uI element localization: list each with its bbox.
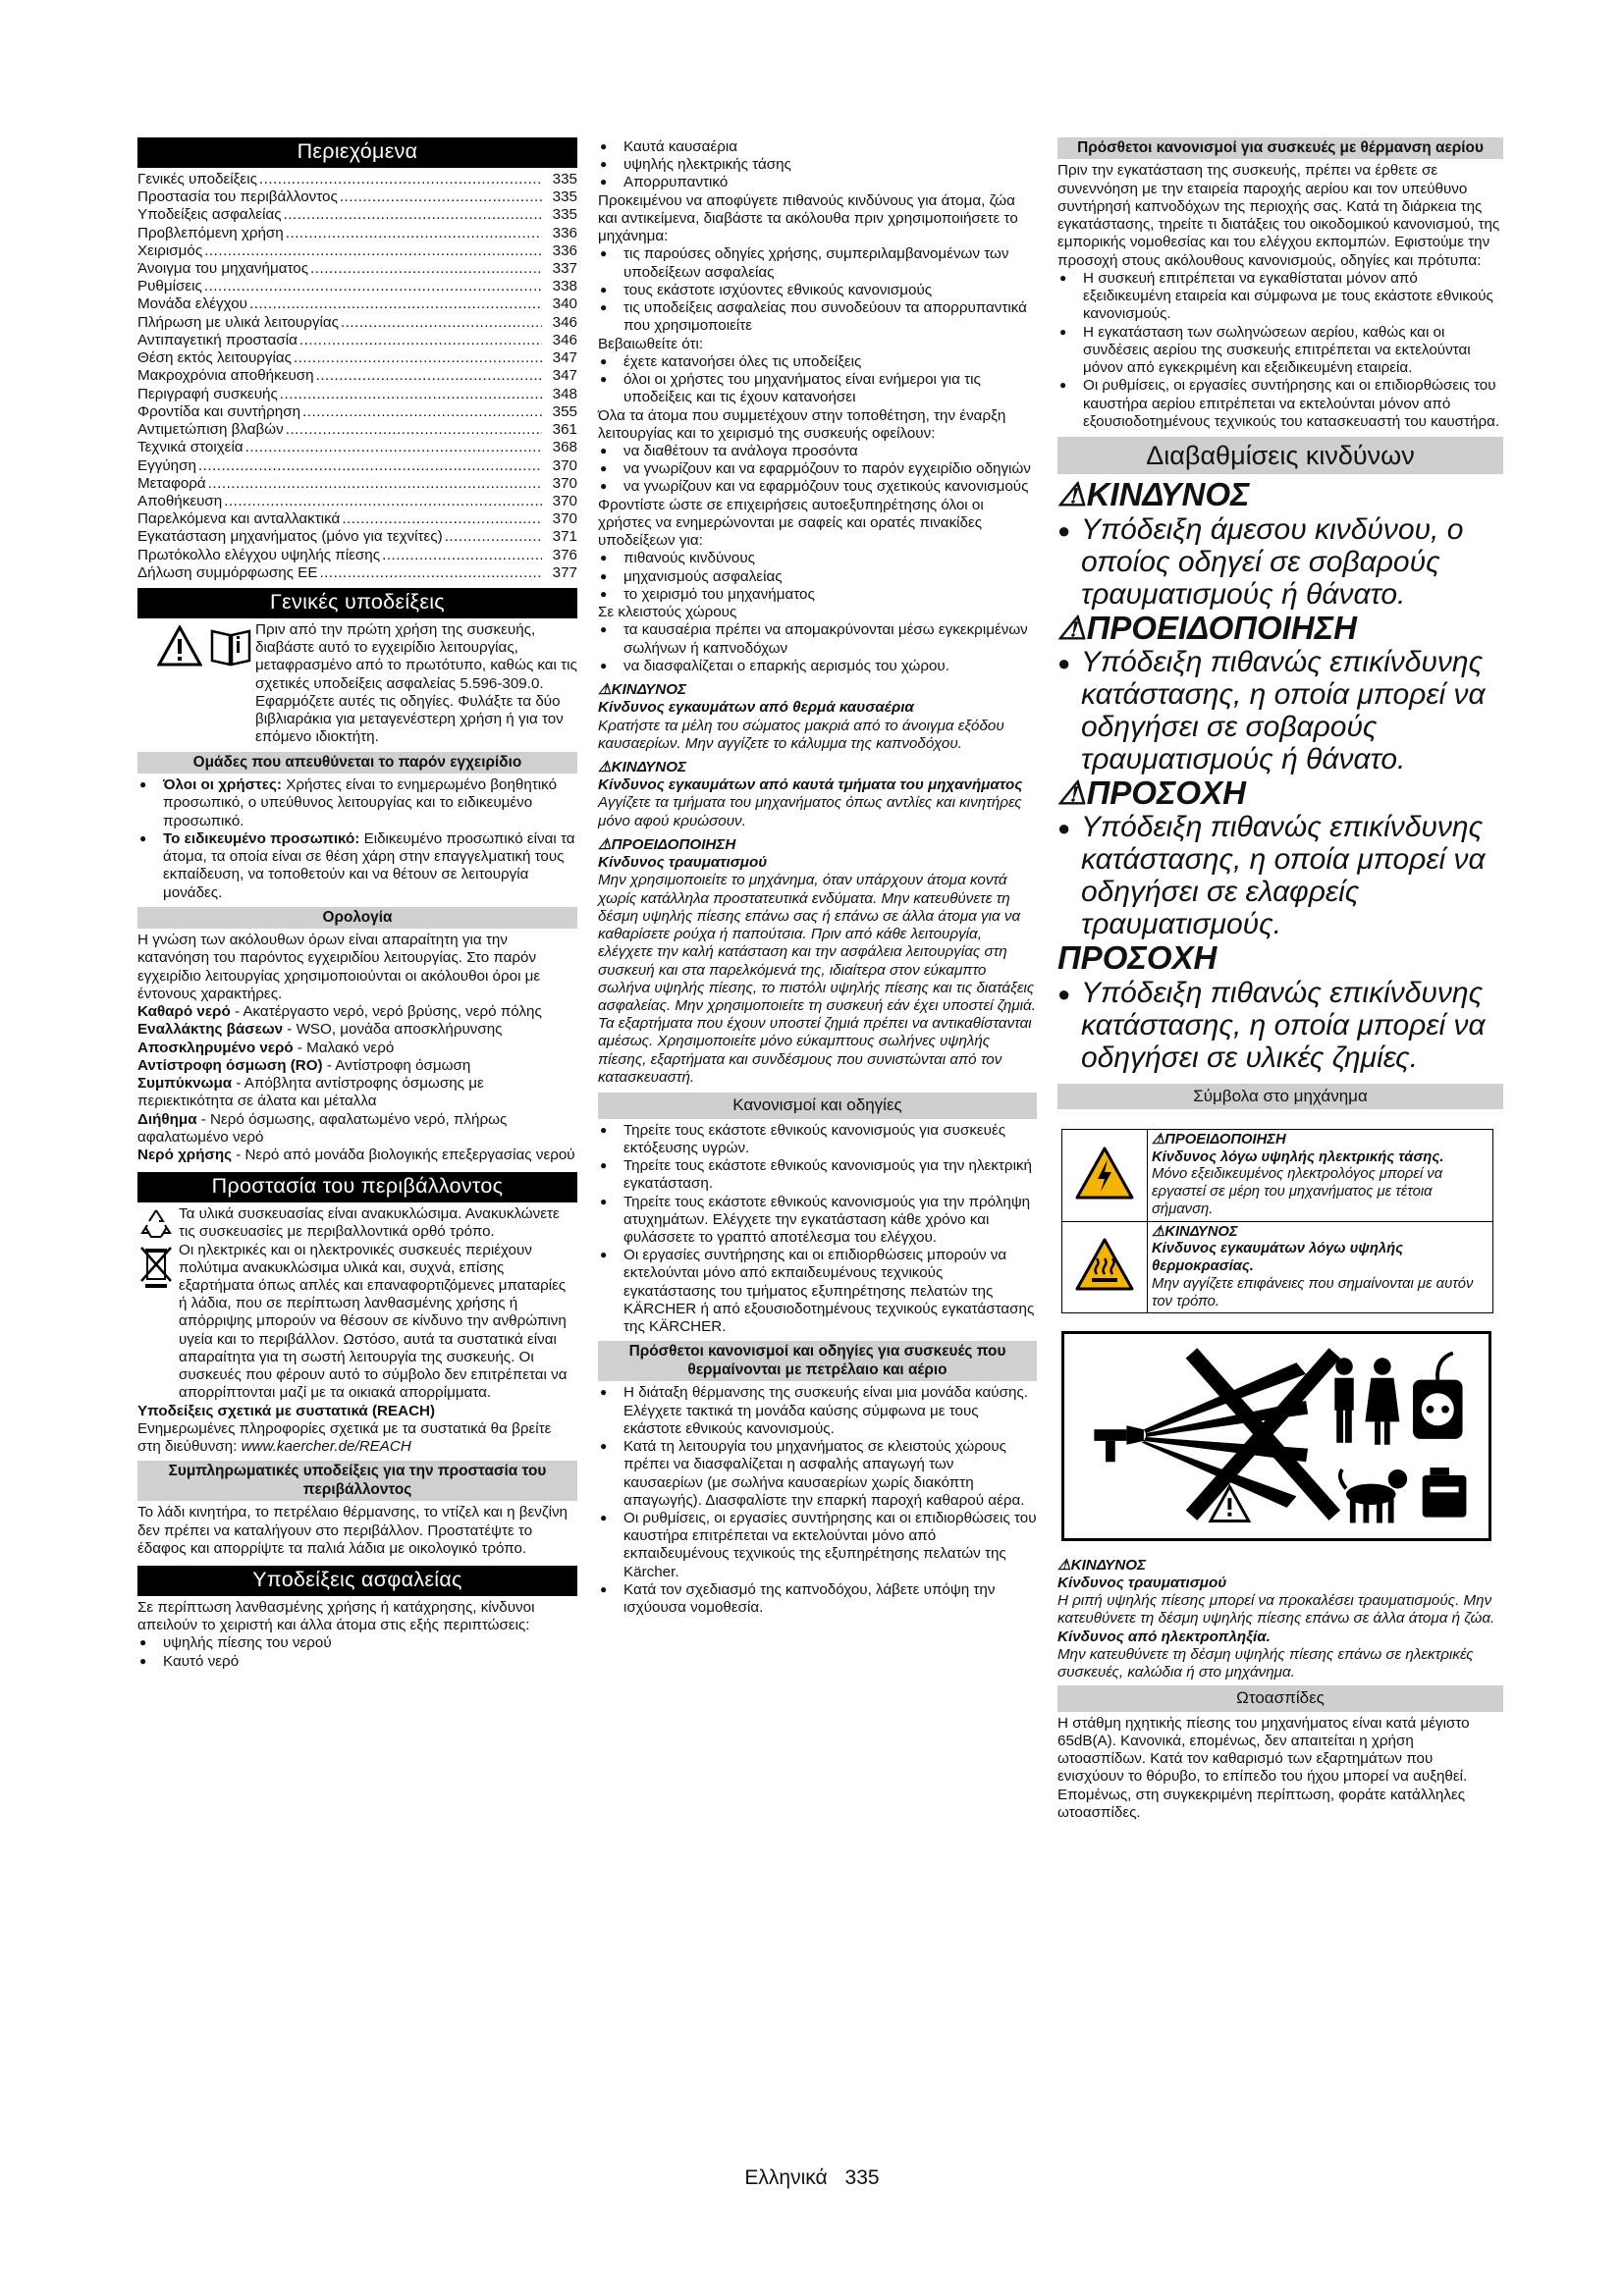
list-item: ● πιθανούς κινδύνους <box>598 550 1037 567</box>
terms-list <box>137 1003 577 1164</box>
warning-text: Μην χρησιμοποιείτε το μηχάνημα, όταν υπάρχουν άτομα κοντά χωρίς κατάλληλα προστατευτικά ενδύματα. Μην κατευθύνετε τη δέσμη υψηλής πίεσης επάνω σας ή επάνω σε άλλα άτομα για να καθαρίσετε ρούχα ή παπούτσια. Πριν από κάθε λειτουργία, ελέγχετε την καλή κατάσταση και την ασφάλεια λειτουργίας στη συσκευή και στα παρελκόμενά της, ιδιαίτερα στον εύκαμπτο σωλήνα υψηλής πίεσης, το πιστόλι υψηλής πίεσης και τις διατάξεις ασφαλείας. Μην χρησιμοποιείτε τη συσκευή εάν έχει υποστεί ζημιά. Τα εξαρτήματα που έχουν υποστεί ζημιά πρέπει να αντικαθίστανται αμέσως. Χρησιμοποιείτε μόνο εύκαμπτους σωλήνες υψηλής πίεσης, εξαρτήματα και συνδέσμους που συνιστώνται από τον κατασκευαστή. <box>598 872 1036 1086</box>
symbols-table <box>1061 1129 1493 1314</box>
toc-leader-dots <box>284 206 542 224</box>
warning-block <box>598 759 1037 830</box>
toc-entry-label: Τεχνικά στοιχεία <box>137 439 244 456</box>
toc-leader-dots <box>382 547 542 564</box>
term-text: Ειδικευμένο προσωπικό είναι τα άτομα, τα οποία είναι σε θέση χάρη στην επαγγελματική τους εκπαίδευση, να τοποθετούν και να θέτουν σε λειτουργία μονάδες. <box>163 829 575 901</box>
toc-entry-page: 361 <box>552 421 577 439</box>
env-extra-text: Το λάδι κινητήρα, το πετρέλαιο θέρμανσης, το ντίζελ και η βενζίνη δεν πρέπει να καταλήγουν στο περιβάλλον. Προστατέψτε το έδαφος και απορρίψτε τα παλιά λάδια με οικολογικό τρόπο. <box>137 1504 568 1557</box>
list-item: ● Τηρείτε τους εκάστοτε εθνικούς κανονισμούς για την ηλεκτρική εγκατάσταση. <box>598 1157 1037 1193</box>
toc-entry-label: Άνοιγμα του μηχανήματος <box>137 259 309 277</box>
toc-entry-page: 336 <box>552 224 577 241</box>
hazard-level-text: ● Υπόδειξη πιθανώς επικίνδυνης κατάστασης, η οποία μπορεί να οδηγήσει σε υλικές ζημίες. <box>1057 977 1503 1074</box>
manual-book-icon <box>208 625 253 667</box>
toc-entry-page: 337 <box>552 259 577 277</box>
toc-entry-page: 335 <box>552 206 577 224</box>
hazard-level-text: ● Υπόδειξη άμεσου κινδύνου, ο οποίος οδηγεί σε σοβαρούς τραυματισμούς ή θάνατο. <box>1057 513 1503 611</box>
term-label: Εναλλάκτης βάσεων <box>137 1021 284 1039</box>
symbol-text-cell <box>1148 1221 1493 1313</box>
crossed-bin-icon <box>139 1244 173 1289</box>
toc-entry[interactable] <box>137 475 577 493</box>
gas-heading: Πρόσθετοι κανονισμοί για συσκευές με θέρμανση αερίου <box>1057 137 1503 159</box>
term-item <box>137 1057 577 1075</box>
toc-entry[interactable] <box>137 367 577 385</box>
warning-level: ⚠ΚΙΝΔΥΝΟΣ <box>598 681 686 699</box>
symbol-level: ⚠ΠΡΟΕΙΔΟΠΟΙΗΣΗ <box>1152 1131 1286 1148</box>
toc-leader-dots <box>319 564 542 582</box>
toc-entry[interactable] <box>137 332 577 349</box>
toc-leader-dots <box>340 188 542 206</box>
list-item <box>137 830 577 902</box>
toc-entry-label: Αντιπαγετική προστασία <box>137 331 298 348</box>
term-text: - WSO, μονάδα αποσκλήρυνσης <box>283 1021 503 1039</box>
toc-entry-label: Μακροχρόνια αποθήκευση <box>137 367 314 385</box>
toc-entry-page: 376 <box>552 546 577 563</box>
term-label: Καθαρό νερό <box>137 1003 231 1021</box>
term-item <box>137 1040 577 1057</box>
term-text: - Αντίστροφη όσμωση <box>322 1056 471 1074</box>
toc-entry[interactable] <box>137 457 577 475</box>
footer-language: Ελληνικά <box>744 2166 828 2189</box>
groups-list <box>137 776 577 902</box>
toc-entry-page: 346 <box>552 331 577 348</box>
toc-entry[interactable] <box>137 242 577 260</box>
list-item: ● το χειρισμό του μηχανήματος <box>598 586 1037 604</box>
jet-title-1: Κίνδυνος τραυματισμού <box>1057 1574 1227 1591</box>
users-list <box>598 550 1037 604</box>
electric-socket-icon <box>1413 1354 1463 1439</box>
reach-text-content: Ενημερωμένες πληροφορίες σχετικά με τα συστατικά θα βρείτε στη διεύθυνση: <box>137 1419 552 1456</box>
symbol-text: Μόνο εξειδικευμένος ηλεκτρολόγος μπορεί να εργαστεί σε μέρη του μηχανήματος με τέτοια σήμανση. <box>1152 1166 1443 1217</box>
term-label: Όλοι οι χρήστες: <box>163 776 282 794</box>
toc-entry-label: Θέση εκτός λειτουργίας <box>137 349 292 367</box>
toc-entry[interactable] <box>137 403 577 421</box>
toc-entry-page: 336 <box>552 241 577 259</box>
toc-leader-dots <box>259 171 542 188</box>
gas-intro: Πριν την εγκατάσταση της συσκευής, πρέπει να έρθετε σε συνεννόηση με την εταιρεία παροχής αερίου και τον υπεύθυνο συντήρησή καπνοδόχων της περιοχής σας. Κατά τη διάρκεια της εγκατάστασης, τηρείτε τι διατάξεις του οικοδομικού κανονισμού, της εμπορικής νομοθεσίας και του ελέγχου εκπομπών. Εφιστούμε την προσοχή στους ακόλουθους κανονισμούς, οδηγίες και πρότυπα: <box>1057 162 1500 269</box>
ensure-intro: Βεβαιωθείτε ότι: <box>598 335 704 352</box>
term-label: Το ειδικευμένο προσωπικό: <box>163 829 360 847</box>
toc-entry-page: 347 <box>552 349 577 367</box>
list-item: ● Οι εργασίες συντήρησης και οι επιδιορθώσεις μπορούν να εκτελούνται μόνο από εκπαιδευμένους τεχνικούς εγκατάστασης του τμήματος εξυπηρέτησης πελατών της KÄRCHER ή από εξουσιοδοτημένους τεχνικούς εγκατάστασης της KÄRCHER. <box>598 1247 1037 1336</box>
persons-icon <box>1334 1359 1399 1445</box>
safety-intro: Σε περίπτωση λανθασμένης χρήσης ή κατάχρησης, κίνδυνοι απειλούν το χειριστή και άλλα άτομα στις εξής περιπτώσεις: <box>137 1598 535 1634</box>
recycle-icon <box>139 1207 173 1239</box>
jet-text-2: Μην κατευθύνετε τη δέσμη υψηλής πίεσης επάνω σε ηλεκτρικές συσκευές, καλώδια ή στο μηχάνημα. <box>1057 1645 1474 1682</box>
toc-entry[interactable] <box>137 278 577 295</box>
footer-page-number: 335 <box>844 2166 880 2189</box>
column-2 <box>598 138 1037 1617</box>
list-item: ● έχετε κατανοήσει όλες τις υποδείξεις <box>598 353 1037 371</box>
safety-cases-list-1 <box>137 1634 577 1670</box>
toc-leader-dots <box>342 510 542 528</box>
closed-list <box>598 621 1037 675</box>
list-item: ● όλοι οι χρήστες του μηχανήματος είναι ενήμεροι για τις υποδείξεις και τις έχουν κατανοήσει <box>598 371 1037 406</box>
regs-list <box>598 1122 1037 1337</box>
users-intro: Φροντίστε ώστε σε επιχειρήσεις αυτοεξυπηρέτησης όλοι οι χρήστες να ενημερώνονται με σαφείς και ορατές πινακίδες υποδείξεων για: <box>598 496 984 550</box>
toc-leader-dots <box>294 349 542 367</box>
symbols-heading: Σύμβολα στο μηχάνημα <box>1057 1084 1503 1109</box>
toc-entry[interactable] <box>137 564 577 582</box>
env-extra-heading: Συμπληρωματικές υποδείξεις για την προστασία του περιβάλλοντος <box>137 1461 577 1501</box>
toc-leader-dots <box>310 260 542 278</box>
toc-entry-label: Πλήρωση με υλικά λειτουργίας <box>137 313 339 331</box>
ensure-list <box>598 353 1037 407</box>
list-item: ● Η συσκευή επιτρέπεται να εγκαθίσταται μόνον από εξειδικευμένη εταιρεία και σύμφωνα με τους εκάστοτε εθνικούς κανονισμούς. <box>1057 270 1503 324</box>
toc-entry[interactable] <box>137 260 577 278</box>
term-label: Νερό χρήσης <box>137 1147 233 1164</box>
toc-entry-page: 338 <box>552 278 577 295</box>
toc-entry-label: Γενικές υποδείξεις <box>137 170 257 187</box>
terms-heading: Ορολογία <box>137 907 577 929</box>
toc-entry-label: Φροντίδα και συντήρηση <box>137 402 301 420</box>
symbol-row <box>1062 1129 1493 1221</box>
term-text: - Μαλακό νερό <box>293 1039 395 1056</box>
recycle-block <box>137 1205 577 1241</box>
toc-entry[interactable] <box>137 386 577 403</box>
avoid-list <box>598 245 1037 335</box>
list-item: ● Απορρυπαντικό <box>598 174 1037 191</box>
toc-leader-dots <box>204 278 542 295</box>
list-item: ● υψηλής πίεσης του νερού <box>137 1634 577 1652</box>
hazard-heading: Διαβαθμίσεις κινδύνων <box>1057 437 1503 474</box>
general-intro-text: Πριν από την πρώτη χρήση της συσκευής, διαβάστε αυτό το εγχειρίδιο λειτουργίας, μεταφρασμένο από το πρωτότυπο, καθώς και τις σχετικές υποδείξεις ασφαλείας 5.596-309.0. Εφαρμόζετε αυτές τις οδηγίες. Φυλάξτε τα δύο βιβλιαράκια για μεταγενέστερη χρήση ή για τον επόμενο ιδιοκτήτη. <box>255 620 577 746</box>
env-heading: Προστασία του περιβάλλοντος <box>137 1172 577 1202</box>
list-item: ● να γνωρίζουν και να εφαρμόζουν το παρόν εγχειρίδιο οδηγιών <box>598 460 1037 478</box>
list-item: ● Τηρείτε τους εκάστοτε εθνικούς κανονισμούς για την πρόληψη ατυχημάτων. Ελέγχετε την εγκατάσταση κάθε χρόνο και φυλάσσετε το γραπτό αποτέλεσμα του ελέγχου. <box>598 1194 1037 1248</box>
general-heading: Γενικές υποδείξεις <box>137 588 577 618</box>
toc-entry[interactable] <box>137 225 577 242</box>
toc-entry-label: Υποδείξεις ασφαλείας <box>137 206 282 224</box>
toc-entry-page: 370 <box>552 474 577 492</box>
term-item <box>137 1111 577 1147</box>
warning-block <box>598 836 1037 1087</box>
toc-entry-page: 335 <box>552 170 577 187</box>
spray-gun-icon <box>1094 1426 1144 1463</box>
hazard-list <box>1057 477 1503 1073</box>
list-item: ● τα καυσαέρια πρέπει να απομακρύνονται μέσω εγκεκριμένων σωλήνων ή καπνοδόχων <box>598 621 1037 657</box>
toc-entry[interactable] <box>137 206 577 224</box>
symbol-text: Μην αγγίζετε επιφάνειες που σημαίνονται με αυτόν τον τρόπο. <box>1152 1275 1474 1309</box>
warning-title: Κίνδυνος εγκαυμάτων από θερμά καυσαέρια <box>598 699 914 717</box>
groups-heading: Ομάδες που απευθύνεται το παρόν εγχειρίδιο <box>137 752 577 774</box>
toc-entry[interactable] <box>137 528 577 546</box>
toc-leader-dots <box>316 367 542 385</box>
symbol-title: Κίνδυνος λόγω υψηλής ηλεκτρικής τάσης. <box>1152 1148 1444 1165</box>
column-1 <box>137 137 577 1671</box>
warning-triangle-icon <box>157 625 202 667</box>
toc-leader-dots <box>245 439 542 456</box>
toc-entry-label: Μονάδα ελέγχου <box>137 295 247 313</box>
avoid-intro: Προκειμένου να αποφύγετε πιθανούς κινδύνους για άτομα, ζώα και αντικείμενα, διαβάστε τα ακόλουθα πριν χρησιμοποιήσετε το μηχάνημα: <box>598 191 1018 245</box>
toc-leader-dots <box>299 332 542 349</box>
term-text: Χρήστες είναι το ενημερωμένο βοηθητικό προσωπικό, ο υπεύθυνος λειτουργίας και το ειδικευμένο προσωπικό. <box>163 776 558 829</box>
list-item <box>137 776 577 830</box>
toc-leader-dots <box>445 528 542 546</box>
jet-level: ⚠ΚΙΝΔΥΝΟΣ <box>1057 1556 1146 1574</box>
toc-heading: Περιεχόμενα <box>137 137 577 168</box>
list-item: ● Κατά τη λειτουργία του μηχανήματος σε κλειστούς χώρους πρέπει να διασφαλίζεται η ασφαλής απαγωγή των καυσαερίων (με σωλήνα καυσαερίων χωρίς διακόπτη απαγωγής). Διασφαλίστε την επαρκή παροχή καθαρού αέρα. <box>598 1438 1037 1510</box>
toc-entry-label: Εγγύηση <box>137 456 196 474</box>
warning-title: Κίνδυνος εγκαυμάτων από καυτά τμήματα του μηχανήματος <box>598 776 1023 794</box>
hazard-level-label: ΠΡΟΣΟΧΗ <box>1057 939 1218 977</box>
toc-entry-label: Μεταφορά <box>137 474 206 492</box>
jet-text-1: Η ριπή υψηλής πίεσης μπορεί να προκαλέσει τραυματισμούς. Μην κατευθύνετε τη δέσμη υψηλής πίεσης επάνω σε άλλα άτομα ή ζώα. <box>1057 1592 1495 1628</box>
toc-leader-dots <box>224 493 542 510</box>
term-text: - Απόβλητα αντίστροφης όσμωσης με περιεκτικότητα σε άλατα και μέταλλα <box>137 1075 484 1110</box>
hazard-level-label: ⚠ΠΡΟΣΟΧΗ <box>1057 774 1246 811</box>
toc-entry-page: 346 <box>552 313 577 331</box>
symbol-level: ⚠ΚΙΝΔΥΝΟΣ <box>1152 1223 1238 1240</box>
toc-entry[interactable] <box>137 314 577 332</box>
term-item <box>137 1021 577 1039</box>
list-item: ● Οι ρυθμίσεις, οι εργασίες συντήρησης και οι επιδιορθώσεις του καυστήρα αερίου επιτρέπεται να εκτελούνται μόνον από εξουσιοδοτημένους τεχνικούς του κατασκευαστή του καυστήρα. <box>1057 377 1503 431</box>
high-voltage-icon <box>1074 1146 1135 1201</box>
symbol-icon-cell <box>1062 1221 1148 1313</box>
list-item: ● Η εγκατάσταση των σωληνώσεων αερίου, καθώς και οι συνδέσεις αερίου της συσκευής επιτρέπεται να εκτελούνται μόνον από εγκεκριμένη και εξειδικευμένη εταιρεία. <box>1057 324 1503 378</box>
reach-link[interactable]: www.kaercher.de/REACH <box>241 1438 411 1456</box>
toc-entry-label: Δήλωση συμμόρφωσης ΕΕ <box>137 563 318 581</box>
term-item <box>137 1075 577 1110</box>
toc-entry[interactable] <box>137 171 577 188</box>
list-item: ● Καυτό νερό <box>137 1653 577 1671</box>
term-item <box>137 1003 577 1021</box>
list-item: ● Η διάταξη θέρμανσης της συσκευής είναι μια μονάδα καύσης. Ελέγχετε τακτικά τη μονάδα καύσης σύμφωνα με τους εκάστοτε εθνικούς κανονισμούς. <box>598 1384 1037 1438</box>
warning-level: ⚠ΚΙΝΔΥΝΟΣ <box>598 758 686 775</box>
toc-entry[interactable] <box>137 295 577 313</box>
toc-leader-dots <box>208 475 542 493</box>
list-item: ● τις παρούσες οδηγίες χρήσης, συμπεριλαμβανομένων των υποδείξεων ασφαλείας <box>598 245 1037 281</box>
toc-entry-label: Παρελκόμενα και ανταλλακτικά <box>137 510 341 528</box>
toc-entry[interactable] <box>137 510 577 528</box>
toc-entry-label: Πρωτόκολλο ελέγχου υψηλής πίεσης <box>137 546 381 563</box>
weee-block <box>137 1242 577 1403</box>
toc-list <box>137 171 577 582</box>
term-text: - Νερό από μονάδα βιολογικής επεξεργασίας νερού <box>232 1147 575 1164</box>
warning-text: Κρατήστε τα μέλη του σώματος μακριά από το άνοιγμα εξόδου καυσαερίων. Μην αγγίζετε το κάλυμμα της καπνοδόχου. <box>598 717 1004 752</box>
warning-text: Αγγίζετε τα τμήματα του μηχανήματος όπως αντλίες και κινητήρες μόνο αφού κρυώσουν. <box>598 794 1022 829</box>
toc-entry-page: 348 <box>552 385 577 402</box>
toc-entry-label: Αντιμετώπιση βλαβών <box>137 421 284 439</box>
toc-entry-page: 370 <box>552 456 577 474</box>
term-item <box>137 1147 577 1164</box>
column-3 <box>1057 137 1503 1822</box>
toc-entry-label: Προστασία του περιβάλλοντος <box>137 188 338 206</box>
toc-leader-dots <box>286 225 542 242</box>
term-label: Αποσκληρυμένο νερό <box>137 1039 294 1056</box>
intro-icons <box>157 625 253 667</box>
list-item: ● υψηλής ηλεκτρικής τάσης <box>598 156 1037 174</box>
symbol-icon-cell <box>1062 1129 1148 1221</box>
toc-leader-dots <box>198 457 542 475</box>
hazard-level-label: ⚠ΠΡΟΕΙΔΟΠΟΙΗΣΗ <box>1057 609 1357 646</box>
hazard-level-text: ● Υπόδειξη πιθανώς επικίνδυνης κατάστασης, η οποία μπορεί να οδηγήσει σε ελαφρείς τραυματισμούς. <box>1057 811 1503 940</box>
safety-warnings <box>598 681 1037 1087</box>
oil-list <box>598 1384 1037 1617</box>
toc-entry-label: Προβλεπόμενη χρήση <box>137 224 284 241</box>
list-item: ● Καυτά καυσαέρια <box>598 138 1037 156</box>
persons-intro: Όλα τα άτομα που συμμετέχουν στην τοποθέτηση, την έναρξη λειτουργίας και το χειρισμό της συσκευής οφείλουν: <box>598 406 1006 442</box>
closed-intro: Σε κλειστούς χώρους <box>598 604 737 621</box>
toc-entry-label: Περιγραφή συσκευής <box>137 385 278 402</box>
term-label: Συμπύκνωμα <box>137 1075 233 1093</box>
list-item: ● τις υποδείξεις ασφαλείας που συνοδεύουν τα απορρυπαντικά που χρησιμοποιείτε <box>598 299 1037 335</box>
jet-title-2: Κίνδυνος από ηλεκτροπληξία. <box>1057 1628 1271 1645</box>
list-item: ● να διασφαλίζεται ο επαρκής αερισμός του χώρου. <box>598 658 1037 675</box>
toc-entry[interactable] <box>137 547 577 564</box>
safety-cases-list-2 <box>598 138 1037 192</box>
term-text: - Ακατέργαστο νερό, νερό βρύσης, νερό πόλης <box>230 1003 542 1021</box>
toc-leader-dots <box>280 386 542 403</box>
general-intro-block <box>137 621 577 747</box>
toc-entry-page: 370 <box>552 510 577 528</box>
safety-heading: Υποδείξεις ασφαλείας <box>137 1566 577 1596</box>
list-item: ● μηχανισμούς ασφαλείας <box>598 568 1037 586</box>
list-item: ● Κατά τον σχεδιασμό της καπνοδόχου, λάβετε υπόψη την ισχύουσα νομοθεσία. <box>598 1581 1037 1617</box>
ear-text: Η στάθμη ηχητικής πίεσης του μηχανήματος είναι κατά μέγιστο 65dB(A). Κανονικά, επομένως, δεν απαιτείται η χρήση ωτοασπίδων. Κατά τον καθαρισμό των εξαρτημάτων που ενισχύουν το θόρυβο, το επίπεδο του ήχου μπορεί να αυξηθεί. Επομένως, στη συγκεκριμένη περίπτωση, φοράτε κατάλληλες ωτοασπίδες. <box>1057 1714 1470 1821</box>
toc-leader-dots <box>249 295 542 313</box>
toc-entry[interactable] <box>137 349 577 367</box>
toc-leader-dots <box>341 314 542 332</box>
warning-level: ⚠ΠΡΟΕΙΔΟΠΟΙΗΣΗ <box>598 835 736 853</box>
ear-heading: Ωτοασπίδες <box>1057 1685 1503 1711</box>
hot-surface-icon <box>1074 1237 1135 1292</box>
list-item: ● να γνωρίζουν και να εφαρμόζουν τους σχετικούς κανονισμούς <box>598 478 1037 496</box>
recycle-text: Τα υλικά συσκευασίας είναι ανακυκλώσιμα. Ανακυκλώνετε τις συσκευασίες με περιβαλλοντικά ορθό τρόπο. <box>179 1205 560 1241</box>
list-item: ● τους εκάστοτε ισχύοντες εθνικούς κανονισμούς <box>598 282 1037 299</box>
toc-entry-page: 347 <box>552 367 577 385</box>
toc-entry-label: Εγκατάσταση μηχανήματος (μόνο για τεχνίτες) <box>137 528 443 546</box>
list-item: ● Οι ρυθμίσεις, οι εργασίες συντήρησης και οι επιδιορθώσεις του καυστήρα επιτρέπεται να εκτελούνται μόνο από εκπαιδευμένους τεχνικούς της εξυπηρέτησης πελατών της Kärcher. <box>598 1510 1037 1581</box>
toc-entry-label: Χειρισμός <box>137 241 203 259</box>
persons-list <box>598 443 1037 497</box>
warning-block <box>598 681 1037 753</box>
toc-entry-label: Αποθήκευση <box>137 493 223 510</box>
weee-text <box>179 1242 577 1403</box>
page-footer <box>0 2165 1624 2190</box>
toc-entry-page: 355 <box>552 402 577 420</box>
hazard-level-text: ● Υπόδειξη πιθανώς επικίνδυνης κατάστασης, η οποία μπορεί να οδηγήσει σε σοβαρούς τραυματισμούς ή θάνατο. <box>1057 646 1503 775</box>
warning-title: Κίνδυνος τραυματισμού <box>598 854 768 872</box>
toc-entry-label: Ρυθμίσεις <box>137 278 202 295</box>
toc-leader-dots <box>204 242 542 260</box>
oil-heading: Πρόσθετοι κανονισμοί και οδηγίες για συσκευές που θερμαίνονται με πετρέλαιο και αέριο <box>598 1341 1037 1381</box>
toc-entry-page: 368 <box>552 439 577 456</box>
toc-entry[interactable] <box>137 188 577 206</box>
toc-entry-page: 370 <box>552 493 577 510</box>
toc-leader-dots <box>302 403 542 421</box>
electrical-device-icon <box>1423 1468 1467 1519</box>
gas-list <box>1057 270 1503 431</box>
symbol-text-cell <box>1148 1129 1493 1221</box>
list-item: ● Τηρείτε τους εκάστοτε εθνικούς κανονισμούς για συσκευές εκτόξευσης υγρών. <box>598 1122 1037 1157</box>
toc-entry-page: 377 <box>552 563 577 581</box>
toc-entry[interactable] <box>137 493 577 510</box>
toc-entry-page: 371 <box>552 528 577 546</box>
toc-entry[interactable] <box>137 439 577 456</box>
toc-entry[interactable] <box>137 421 577 439</box>
list-item: ● να διαθέτουν τα ανάλογα προσόντα <box>598 443 1037 460</box>
reach-heading: Υποδείξεις σχετικά με συστατικά (REACH) <box>137 1402 436 1419</box>
symbol-row <box>1062 1221 1493 1313</box>
toc-entry-page: 335 <box>552 188 577 206</box>
dog-icon <box>1340 1469 1407 1522</box>
high-pressure-jet-pictogram <box>1061 1331 1491 1541</box>
hazard-level-label: ⚠ΚΙΝΔΥΝΟΣ <box>1057 476 1250 513</box>
terms-intro: Η γνώση των ακόλουθων όρων είναι απαραίτητη για την κατανόηση του παρόντος εγχειριδίου λειτουργίας. Στο παρόν εγχειρίδιο λειτουργίας χρησιμοποιούνται οι ακόλουθοι όροι με έντονους χαρακτήρες. <box>137 932 541 1002</box>
symbol-title: Κίνδυνος εγκαυμάτων λόγω υψηλής θερμοκρασίας. <box>1152 1241 1403 1275</box>
toc-leader-dots <box>286 421 542 439</box>
term-label: Διήθημα <box>137 1110 197 1128</box>
term-label: Αντίστροφη όσμωση (RO) <box>137 1056 323 1074</box>
weee-text-content: Οι ηλεκτρικές και οι ηλεκτρονικές συσκευές περιέχουν πολύτιμα ανακυκλώσιμα υλικά και, συχνά, επίσης εξαρτήματα όπως απλές και επαναφορτιζόμενες μπαταρίες ή λάδια, που σε περίπτωση λανθασμένης χρήσης ή απόρριψης μπορούν να θέσουν σε κίνδυνο την ανθρώπινη υγεία και το περιβάλλον. Ωστόσο, αυτά τα συστατικά είναι απαραίτητα για τη σωστή λειτουργία της συσκευής. Οι συσκευές που φέρουν αυτό το σύμβολο δεν επιτρέπεται να απορρίπτονται μαζί με τα οικιακά απορρίμματα. <box>179 1241 568 1402</box>
toc-entry-page: 340 <box>552 295 577 313</box>
reach-text <box>137 1420 577 1456</box>
regs-heading: Κανονισμοί και οδηγίες <box>598 1093 1037 1118</box>
term-text: - Νερό όσμωσης, αφαλατωμένο νερό, πλήρως αφαλατωμένο νερό <box>137 1110 508 1146</box>
